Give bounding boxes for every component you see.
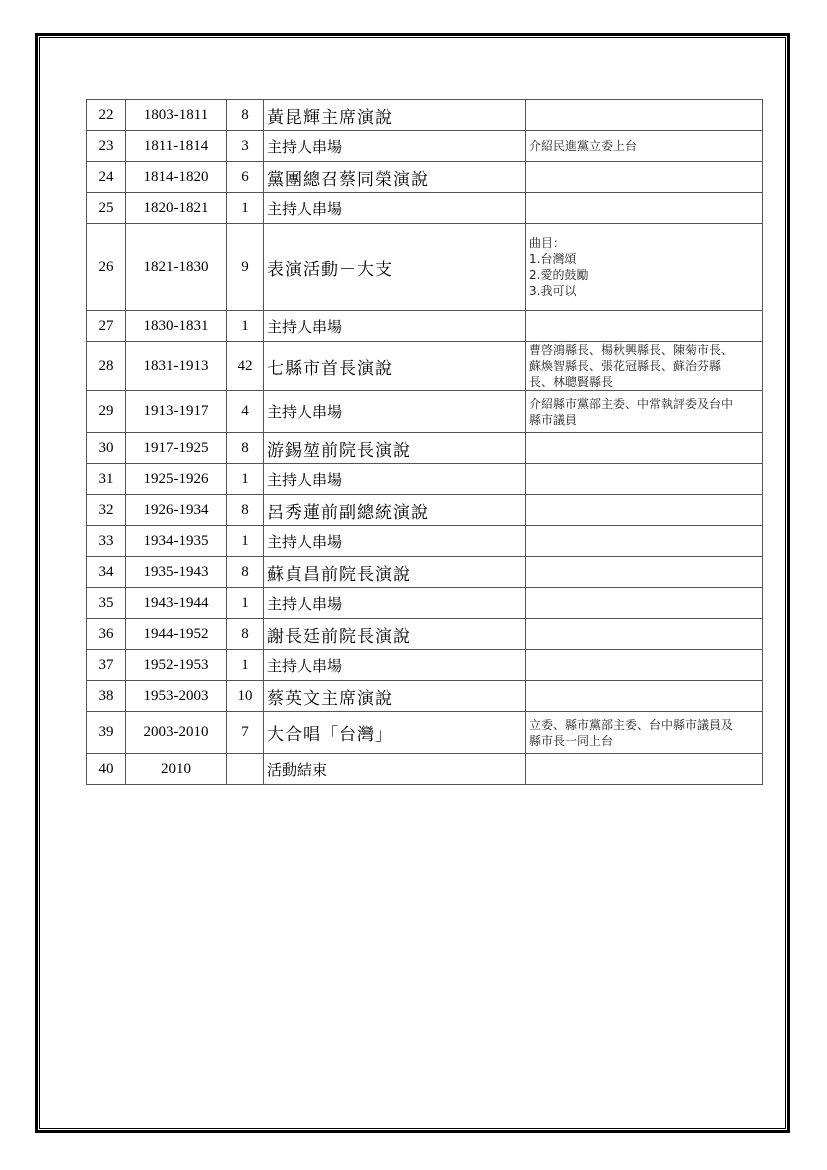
row-number-cell: 35 bbox=[87, 588, 126, 619]
note-cell bbox=[526, 754, 763, 785]
table-row bbox=[87, 391, 763, 433]
table-row bbox=[87, 681, 763, 712]
note-line: 2.愛的鼓勵 bbox=[529, 268, 589, 282]
table-row bbox=[87, 342, 763, 391]
row-number-cell: 33 bbox=[87, 526, 126, 557]
program-item-cell: 七縣市首長演說 bbox=[264, 342, 526, 391]
row-number-cell: 29 bbox=[87, 391, 126, 433]
table-row bbox=[87, 526, 763, 557]
row-number-cell: 30 bbox=[87, 433, 126, 464]
program-item-cell: 主持人串場 bbox=[264, 311, 526, 342]
time-range-cell: 1917-1925 bbox=[126, 433, 227, 464]
duration-cell: 7 bbox=[227, 712, 264, 754]
table-row bbox=[87, 588, 763, 619]
schedule-table-body bbox=[87, 100, 763, 785]
program-item-cell: 蔡英文主席演說 bbox=[264, 681, 526, 712]
program-item-cell: 主持人串場 bbox=[264, 391, 526, 433]
note-line: 介紹民進黨立委上台 bbox=[529, 139, 638, 153]
duration-cell: 9 bbox=[227, 224, 264, 311]
duration-cell: 3 bbox=[227, 131, 264, 162]
program-item-cell: 游錫堃前院長演說 bbox=[264, 433, 526, 464]
table-row bbox=[87, 100, 763, 131]
table-row bbox=[87, 557, 763, 588]
row-number-cell: 24 bbox=[87, 162, 126, 193]
duration-cell: 1 bbox=[227, 464, 264, 495]
program-item-cell: 主持人串場 bbox=[264, 588, 526, 619]
program-item-cell: 活動結束 bbox=[264, 754, 526, 785]
note-cell bbox=[526, 650, 763, 681]
row-number-cell: 40 bbox=[87, 754, 126, 785]
table-row bbox=[87, 754, 763, 785]
schedule-table bbox=[86, 99, 763, 785]
row-number-cell: 28 bbox=[87, 342, 126, 391]
time-range-cell: 2003-2010 bbox=[126, 712, 227, 754]
note-line: 縣市長一同上台 bbox=[529, 733, 614, 748]
program-item-cell: 黃昆輝主席演說 bbox=[264, 100, 526, 131]
time-range-cell: 2010 bbox=[126, 754, 227, 785]
program-item-cell: 謝長廷前院長演說 bbox=[264, 619, 526, 650]
duration-cell: 4 bbox=[227, 391, 264, 433]
time-range-cell: 1814-1820 bbox=[126, 162, 227, 193]
note-cell bbox=[526, 224, 763, 311]
note-line: 1.台灣頌 bbox=[529, 252, 577, 266]
duration-cell: 6 bbox=[227, 162, 264, 193]
time-range-cell: 1934-1935 bbox=[126, 526, 227, 557]
program-item-cell: 主持人串場 bbox=[264, 526, 526, 557]
program-item-cell: 呂秀蓮前副總統演說 bbox=[264, 495, 526, 526]
note-cell bbox=[526, 100, 763, 131]
note-cell bbox=[526, 526, 763, 557]
note-cell bbox=[526, 588, 763, 619]
program-item-cell: 主持人串場 bbox=[264, 193, 526, 224]
table-row bbox=[87, 495, 763, 526]
time-range-cell: 1925-1926 bbox=[126, 464, 227, 495]
table-row bbox=[87, 619, 763, 650]
note-cell bbox=[526, 464, 763, 495]
note-cell bbox=[526, 131, 763, 162]
note-cell bbox=[526, 557, 763, 588]
time-range-cell: 1830-1831 bbox=[126, 311, 227, 342]
program-item-cell: 主持人串場 bbox=[264, 650, 526, 681]
time-range-cell: 1952-1953 bbox=[126, 650, 227, 681]
table-row bbox=[87, 650, 763, 681]
row-number-cell: 36 bbox=[87, 619, 126, 650]
time-range-cell: 1831-1913 bbox=[126, 342, 227, 391]
table-row bbox=[87, 131, 763, 162]
program-item-cell: 黨團總召蔡同榮演說 bbox=[264, 162, 526, 193]
duration-cell: 8 bbox=[227, 433, 264, 464]
table-row bbox=[87, 162, 763, 193]
row-number-cell: 23 bbox=[87, 131, 126, 162]
note-cell bbox=[526, 342, 763, 391]
note-cell bbox=[526, 681, 763, 712]
note-line: 曹啓鴻縣長、楊秋興縣長、陳菊市長、 bbox=[529, 343, 734, 357]
duration-cell: 8 bbox=[227, 619, 264, 650]
time-range-cell: 1913-1917 bbox=[126, 391, 227, 433]
duration-cell: 1 bbox=[227, 311, 264, 342]
row-number-cell: 32 bbox=[87, 495, 126, 526]
time-range-cell: 1944-1952 bbox=[126, 619, 227, 650]
program-item-cell: 主持人串場 bbox=[264, 131, 526, 162]
duration-cell: 1 bbox=[227, 588, 264, 619]
note-line: 長、林聰賢縣長 bbox=[529, 375, 614, 389]
row-number-cell: 37 bbox=[87, 650, 126, 681]
note-cell bbox=[526, 193, 763, 224]
note-line: 介紹縣市黨部主委、中常執評委及台中 bbox=[529, 396, 734, 411]
note-line: 立委、縣市黨部主委、台中縣市議員及 bbox=[529, 717, 734, 732]
program-item-cell: 蘇貞昌前院長演說 bbox=[264, 557, 526, 588]
time-range-cell: 1953-2003 bbox=[126, 681, 227, 712]
duration-cell: 8 bbox=[227, 557, 264, 588]
program-item-cell: 大合唱「台灣」 bbox=[264, 712, 526, 754]
note-line: 3.我可以 bbox=[529, 284, 577, 298]
duration-cell: 1 bbox=[227, 193, 264, 224]
note-cell bbox=[526, 162, 763, 193]
duration-cell: 42 bbox=[227, 342, 264, 391]
row-number-cell: 25 bbox=[87, 193, 126, 224]
program-item-cell: 表演活動－大支 bbox=[264, 224, 526, 311]
row-number-cell: 34 bbox=[87, 557, 126, 588]
table-row bbox=[87, 712, 763, 754]
row-number-cell: 26 bbox=[87, 224, 126, 311]
note-cell bbox=[526, 495, 763, 526]
duration-cell: 1 bbox=[227, 650, 264, 681]
row-number-cell: 39 bbox=[87, 712, 126, 754]
time-range-cell: 1821-1830 bbox=[126, 224, 227, 311]
note-cell bbox=[526, 311, 763, 342]
table-row bbox=[87, 224, 763, 311]
program-item-cell: 主持人串場 bbox=[264, 464, 526, 495]
table-row bbox=[87, 433, 763, 464]
duration-cell: 8 bbox=[227, 100, 264, 131]
duration-cell: 8 bbox=[227, 495, 264, 526]
note-line: 蘇煥智縣長、張花冠縣長、蘇治芬縣 bbox=[529, 359, 722, 373]
duration-cell: 10 bbox=[227, 681, 264, 712]
table-row bbox=[87, 464, 763, 495]
time-range-cell: 1803-1811 bbox=[126, 100, 227, 131]
note-line: 縣市議員 bbox=[529, 412, 578, 427]
note-cell bbox=[526, 619, 763, 650]
note-cell bbox=[526, 712, 763, 754]
duration-cell: 1 bbox=[227, 526, 264, 557]
time-range-cell: 1820-1821 bbox=[126, 193, 227, 224]
time-range-cell: 1935-1943 bbox=[126, 557, 227, 588]
row-number-cell: 27 bbox=[87, 311, 126, 342]
note-line: 曲目： bbox=[529, 236, 566, 250]
table-row bbox=[87, 311, 763, 342]
duration-cell bbox=[227, 754, 264, 785]
time-range-cell: 1811-1814 bbox=[126, 131, 227, 162]
time-range-cell: 1926-1934 bbox=[126, 495, 227, 526]
row-number-cell: 22 bbox=[87, 100, 126, 131]
time-range-cell: 1943-1944 bbox=[126, 588, 227, 619]
note-cell bbox=[526, 433, 763, 464]
table-row bbox=[87, 193, 763, 224]
row-number-cell: 38 bbox=[87, 681, 126, 712]
note-cell bbox=[526, 391, 763, 433]
row-number-cell: 31 bbox=[87, 464, 126, 495]
